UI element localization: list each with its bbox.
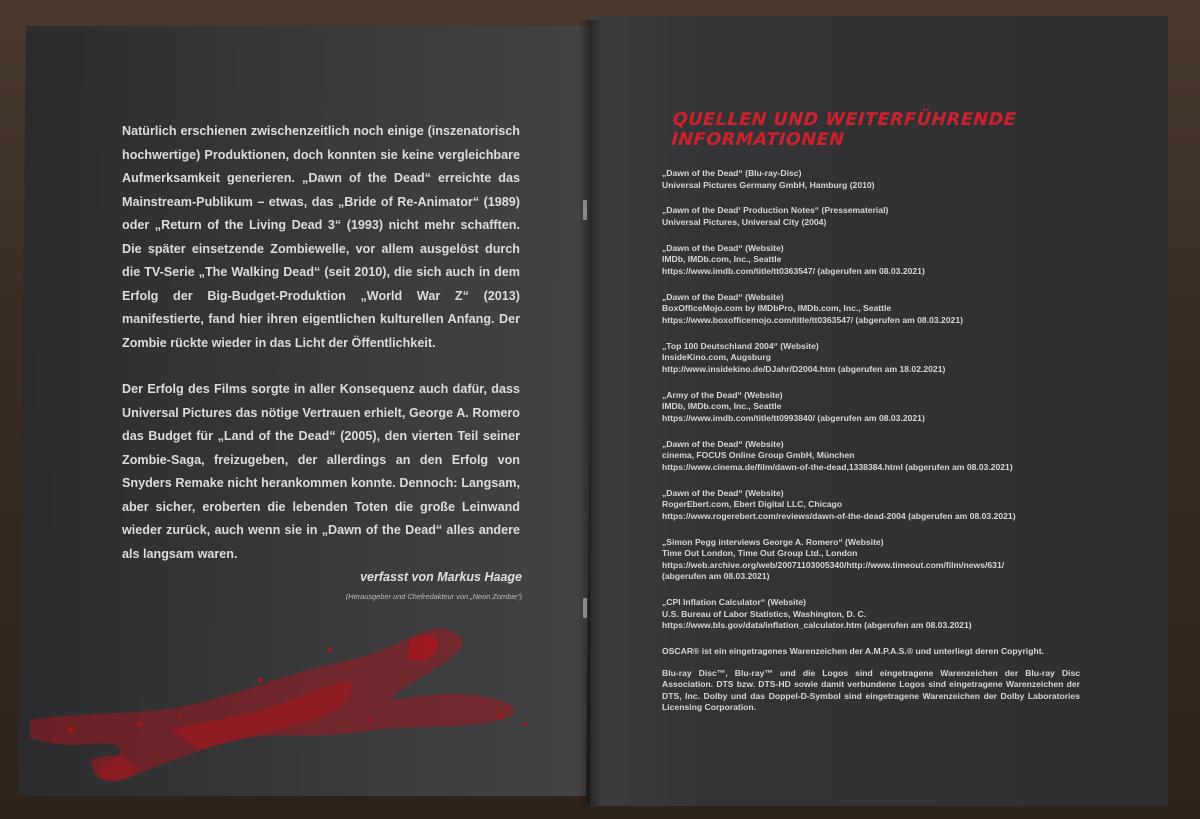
reference-line: https://www.rogerebert.com/reviews/dawn-of-the-dead-2004 (abgerufen am 08.03.2021) [662, 510, 1016, 521]
reference-entry [662, 488, 1080, 523]
reference-line: „Dawn of the Dead“ (Website) [662, 438, 784, 449]
reference-entry [662, 390, 1080, 425]
reference-line: „Dawn of the Dead“ (Website) [662, 242, 784, 253]
reference-entry [662, 168, 1080, 191]
reference-entry [662, 439, 1080, 474]
article-paragraph: Der Erfolg des Films sorgte in aller Konsequenz auch dafür, dass Universal Pictures das nötige Vertrauen erhielt, George A. Romero das Budget für „Land of the Dead“ (2005), den vierten Teil seiner Zombie-Saga, freizugeben, der allerdings an den Erfolg von Snyders Remake nicht herankommen konnte. Dennoch: Langsam, aber sicher, eroberten die lebenden Toten die große Leinwand wieder zurück, auch wenn sie in „Dawn of the Dead“ alles andere als langsam waren. [122, 382, 520, 561]
trademarks-note: Blu-ray Disc™, Blu-ray™ und die Logos sind eingetragene Warenzeichen der Blu-ray Disc Association. DTS bzw. DTS-HD sowie damit verbundene Logos sind eingetragene Warenzeichen der DTS, Inc. Dolby und das Doppel-D-Symbol sind eingetragene Warenzeichen der Dolby Laboratories Licensing Corporation. [662, 667, 1080, 713]
reference-line: „CPI Inflation Calculator“ (Website) [662, 597, 807, 608]
article-paragraph: Natürlich erschienen zwischenzeitlich noch einige (inszenatorisch hochwertige) Produktionen, doch konnten sie keine vergleichbare Aufmerksamkeit generieren. „Dawn of the Dead“ erreichte das Mainstream-Publikum – etwas, das „Bride of Re-Animator“ (1989) oder „Return of the Living Dead 3“ (1993) nicht mehr schafften. Die später einsetzende Zombiewelle, vor allem ausgelöst durch die TV-Serie „The Walking Dead“ (seit 2010), die sich auch in dem Erfolg der Big-Budget-Produktion „World War Z“ (2013) manifestierte, fand hier ihren eigentlichen kulturellen Anfang. Der Zombie rückte wieder in das Licht der Öffentlichkeit. [122, 124, 520, 350]
reference-line: IMDb, IMDb.com, Inc., Seattle [662, 401, 782, 412]
reference-line: „Dawn of the Dead“ (Blu-ray-Disc) [662, 168, 802, 178]
blood-splatter-graphic [30, 620, 540, 790]
reference-line: Time Out London, Time Out Group Ltd., London [662, 548, 858, 559]
reference-entry [662, 205, 1080, 228]
reference-line: https://www.cinema.de/film/dawn-of-the-dead,1338384.html (abgerufen am 08.03.2021) [662, 461, 1013, 472]
author-subtitle: (Herausgeber und Chefredakteur von „Neon Zombie“) [345, 592, 522, 601]
reference-line: http://www.insidekino.de/DJahr/D2004.htm (abgerufen am 18.02.2021) [662, 363, 946, 374]
reference-line: IMDb, IMDb.com, Inc., Seattle [662, 254, 782, 265]
reference-line: Universal Pictures, Universal City (2004) [662, 216, 827, 227]
reference-line: „Dawn of the Dead“ (Website) [662, 291, 784, 302]
oscar-trademark-note: OSCAR® ist ein eingetragenes Warenzeichen der A.M.P.A.S.® und unterliegt deren Copyright. [662, 646, 1044, 657]
staple-top [583, 200, 587, 220]
reference-entry [662, 243, 1080, 278]
book-gutter [578, 20, 602, 806]
reference-line: https://www.imdb.com/title/tt0993840/ (abgerufen am 08.03.2021) [662, 412, 925, 423]
reference-line: (abgerufen am 08.03.2021) [662, 571, 770, 582]
author-line: verfasst von Markus Haage [360, 570, 522, 584]
reference-line: InsideKino.com, Augsburg [662, 352, 772, 363]
article-body [122, 120, 520, 589]
reference-line: https://www.bls.gov/data/inflation_calculator.htm (abgerufen am 08.03.2021) [662, 620, 972, 631]
reference-entry [662, 341, 1080, 376]
reference-entry [662, 537, 1080, 583]
reference-line: https://www.imdb.com/title/tt0363547/ (abgerufen am 08.03.2021) [662, 265, 925, 276]
reference-line: „Army of the Dead“ (Website) [662, 389, 783, 400]
references-list [662, 168, 1080, 724]
reference-line: cinema, FOCUS Online Group GmbH, München [662, 450, 855, 461]
reference-line: RogerEbert.com, Ebert Digital LLC, Chicago [662, 499, 843, 510]
reference-entry [662, 292, 1080, 327]
reference-line: „Dawn of the Dead‘ Production Notes“ (Pressematerial) [662, 205, 889, 216]
sources-heading: QUELLEN UND WEITERFÜHRENDE INFORMATIONEN [670, 110, 1018, 150]
reference-line: BoxOfficeMojo.com by IMDbPro, IMDb.com, Inc., Seattle [662, 303, 892, 314]
reference-line: Universal Pictures Germany GmbH, Hamburg (2010) [662, 179, 875, 190]
reference-line: „Dawn of the Dead“ (Website) [662, 487, 784, 498]
reference-line: U.S. Bureau of Labor Statistics, Washington, D. C. [662, 608, 867, 619]
reference-entry [662, 597, 1080, 632]
reference-line: https://www.boxofficemojo.com/title/tt0363547/ (abgerufen am 08.03.2021) [662, 314, 964, 325]
reference-line: https://web.archive.org/web/20071103005340/http://www.timeout.com/film/news/631/ [662, 559, 1005, 570]
reference-line: „Simon Pegg interviews George A. Romero“ (Website) [662, 536, 884, 547]
reference-line: „Top 100 Deutschland 2004“ (Website) [662, 340, 819, 351]
staple-bottom [583, 598, 587, 618]
